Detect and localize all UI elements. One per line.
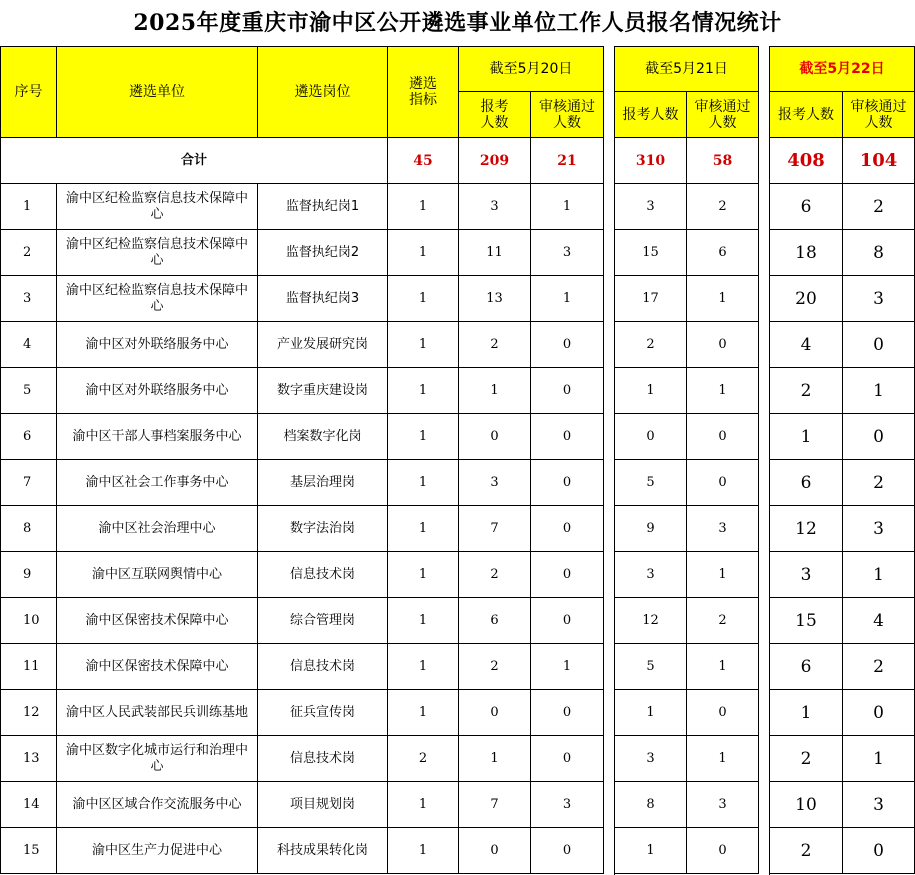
cell-may21-pass: 6	[687, 230, 759, 276]
cell-seq: 14	[0, 782, 57, 828]
cell-unit: 渝中区社会治理中心	[57, 506, 258, 552]
cell-seq: 8	[0, 506, 57, 552]
cell-may22-apply: 4	[770, 322, 843, 368]
cell-post: 监督执纪岗3	[258, 276, 388, 322]
cell-quota: 1	[388, 598, 459, 644]
cell-may21-apply: 5	[615, 644, 687, 690]
cell-may20-pass: 0	[531, 598, 604, 644]
cell-may20-pass: 1	[531, 644, 604, 690]
total-may22-pass: 104	[843, 138, 915, 184]
cell-unit: 渝中区保密技术保障中心	[57, 644, 258, 690]
cell-may22-pass: 0	[843, 828, 915, 874]
cell-may20-pass: 0	[531, 828, 604, 874]
cell-may21-pass: 0	[687, 414, 759, 460]
cell-may21-apply: 3	[615, 736, 687, 782]
cell-unit: 渝中区数字化城市运行和治理中心	[57, 736, 258, 782]
cell-may20-apply: 2	[459, 322, 531, 368]
cell-may21-apply: 9	[615, 506, 687, 552]
cell-may22-pass: 0	[843, 322, 915, 368]
cell-may21-pass: 3	[687, 782, 759, 828]
cell-quota: 1	[388, 690, 459, 736]
total-label: 合计	[0, 138, 388, 184]
statistics-table	[0, 46, 915, 875]
cell-may22-apply: 20	[770, 276, 843, 322]
cell-quota: 2	[388, 736, 459, 782]
cell-seq: 13	[0, 736, 57, 782]
header-unit: 遴选单位	[57, 46, 258, 138]
cell-may22-pass: 3	[843, 276, 915, 322]
cell-may20-apply: 0	[459, 414, 531, 460]
cell-post: 数字重庆建设岗	[258, 368, 388, 414]
cell-may20-apply: 7	[459, 782, 531, 828]
cell-quota: 1	[388, 322, 459, 368]
cell-may20-apply: 0	[459, 828, 531, 874]
cell-may22-pass: 8	[843, 230, 915, 276]
cell-post: 综合管理岗	[258, 598, 388, 644]
cell-may21-pass: 1	[687, 368, 759, 414]
cell-unit: 渝中区对外联络服务中心	[57, 368, 258, 414]
cell-may22-pass: 1	[843, 552, 915, 598]
cell-may21-apply: 3	[615, 184, 687, 230]
cell-quota: 1	[388, 782, 459, 828]
header-may22-apply: 报考人数	[770, 92, 843, 138]
cell-may22-apply: 6	[770, 644, 843, 690]
cell-may20-pass: 0	[531, 414, 604, 460]
cell-may20-apply: 3	[459, 460, 531, 506]
cell-post: 科技成果转化岗	[258, 828, 388, 874]
cell-may20-pass: 1	[531, 276, 604, 322]
cell-may20-pass: 3	[531, 230, 604, 276]
cell-quota: 1	[388, 184, 459, 230]
cell-may20-pass: 0	[531, 460, 604, 506]
cell-may21-apply: 12	[615, 598, 687, 644]
cell-may21-apply: 17	[615, 276, 687, 322]
cell-post: 档案数字化岗	[258, 414, 388, 460]
cell-may22-apply: 6	[770, 460, 843, 506]
cell-may21-apply: 1	[615, 690, 687, 736]
cell-may21-pass: 1	[687, 736, 759, 782]
cell-may22-pass: 4	[843, 598, 915, 644]
cell-may21-apply: 15	[615, 230, 687, 276]
cell-may21-pass: 2	[687, 184, 759, 230]
cell-may22-apply: 3	[770, 552, 843, 598]
cell-seq: 12	[0, 690, 57, 736]
cell-may20-apply: 1	[459, 736, 531, 782]
cell-may22-pass: 3	[843, 506, 915, 552]
cell-post: 信息技术岗	[258, 644, 388, 690]
cell-may20-pass: 1	[531, 184, 604, 230]
cell-post: 信息技术岗	[258, 736, 388, 782]
cell-may22-apply: 6	[770, 184, 843, 230]
cell-may22-apply: 2	[770, 368, 843, 414]
cell-may20-apply: 3	[459, 184, 531, 230]
cell-seq: 3	[0, 276, 57, 322]
cell-unit: 渝中区人民武装部民兵训练基地	[57, 690, 258, 736]
total-may20-pass: 21	[531, 138, 604, 184]
cell-seq: 4	[0, 322, 57, 368]
cell-unit: 渝中区社会工作事务中心	[57, 460, 258, 506]
header-group-may21: 截至5月21日	[615, 46, 759, 92]
header-may20-pass: 审核通过人数	[531, 92, 604, 138]
cell-quota: 1	[388, 368, 459, 414]
cell-quota: 1	[388, 460, 459, 506]
total-may20-apply: 209	[459, 138, 531, 184]
cell-may22-apply: 2	[770, 736, 843, 782]
cell-may22-pass: 1	[843, 368, 915, 414]
cell-may22-apply: 18	[770, 230, 843, 276]
cell-unit: 渝中区生产力促进中心	[57, 828, 258, 874]
cell-may21-pass: 3	[687, 506, 759, 552]
cell-may22-pass: 3	[843, 782, 915, 828]
cell-quota: 1	[388, 828, 459, 874]
cell-may21-apply: 1	[615, 368, 687, 414]
cell-may22-apply: 2	[770, 828, 843, 874]
cell-unit: 渝中区对外联络服务中心	[57, 322, 258, 368]
cell-may21-pass: 0	[687, 690, 759, 736]
cell-may20-apply: 2	[459, 552, 531, 598]
cell-may20-apply: 11	[459, 230, 531, 276]
cell-quota: 1	[388, 552, 459, 598]
cell-quota: 1	[388, 230, 459, 276]
cell-may22-apply: 12	[770, 506, 843, 552]
total-may22-apply: 408	[770, 138, 843, 184]
column-gap	[759, 46, 770, 875]
cell-post: 项目规划岗	[258, 782, 388, 828]
cell-seq: 9	[0, 552, 57, 598]
header-may21-pass: 审核通过人数	[687, 92, 759, 138]
cell-may21-pass: 0	[687, 460, 759, 506]
cell-post: 征兵宣传岗	[258, 690, 388, 736]
header-group-may20: 截至5月20日	[459, 46, 604, 92]
cell-may21-apply: 0	[615, 414, 687, 460]
cell-may22-pass: 2	[843, 460, 915, 506]
header-may21-apply: 报考人数	[615, 92, 687, 138]
cell-post: 监督执纪岗2	[258, 230, 388, 276]
header-may22-pass: 审核通过人数	[843, 92, 915, 138]
cell-may20-apply: 7	[459, 506, 531, 552]
cell-may20-apply: 6	[459, 598, 531, 644]
cell-may22-apply: 15	[770, 598, 843, 644]
total-may21-apply: 310	[615, 138, 687, 184]
cell-unit: 渝中区干部人事档案服务中心	[57, 414, 258, 460]
cell-may22-apply: 1	[770, 690, 843, 736]
cell-unit: 渝中区纪检监察信息技术保障中心	[57, 184, 258, 230]
cell-seq: 5	[0, 368, 57, 414]
cell-may20-apply: 13	[459, 276, 531, 322]
header-may20-apply: 报考人数	[459, 92, 531, 138]
cell-may21-apply: 5	[615, 460, 687, 506]
cell-may20-pass: 0	[531, 690, 604, 736]
cell-post: 数字法治岗	[258, 506, 388, 552]
cell-may22-apply: 1	[770, 414, 843, 460]
cell-may20-pass: 0	[531, 736, 604, 782]
cell-may22-pass: 2	[843, 184, 915, 230]
cell-unit: 渝中区纪检监察信息技术保障中心	[57, 276, 258, 322]
cell-may21-pass: 2	[687, 598, 759, 644]
header-group-may22: 截至5月22日	[770, 46, 915, 92]
cell-seq: 10	[0, 598, 57, 644]
cell-post: 产业发展研究岗	[258, 322, 388, 368]
cell-may20-pass: 3	[531, 782, 604, 828]
total-may21-pass: 58	[687, 138, 759, 184]
cell-may22-pass: 0	[843, 414, 915, 460]
cell-may22-pass: 0	[843, 690, 915, 736]
cell-may20-apply: 1	[459, 368, 531, 414]
cell-quota: 1	[388, 506, 459, 552]
cell-may21-pass: 1	[687, 276, 759, 322]
cell-may22-pass: 2	[843, 644, 915, 690]
cell-may20-apply: 0	[459, 690, 531, 736]
cell-seq: 15	[0, 828, 57, 874]
header-seq: 序号	[0, 46, 57, 138]
cell-seq: 6	[0, 414, 57, 460]
cell-seq: 2	[0, 230, 57, 276]
cell-post: 基层治理岗	[258, 460, 388, 506]
cell-unit: 渝中区互联网舆情中心	[57, 552, 258, 598]
cell-may20-pass: 0	[531, 552, 604, 598]
cell-may21-pass: 0	[687, 322, 759, 368]
cell-may22-apply: 10	[770, 782, 843, 828]
cell-seq: 7	[0, 460, 57, 506]
cell-quota: 1	[388, 276, 459, 322]
cell-post: 监督执纪岗1	[258, 184, 388, 230]
cell-seq: 1	[0, 184, 57, 230]
cell-may20-pass: 0	[531, 322, 604, 368]
cell-may21-apply: 8	[615, 782, 687, 828]
header-quota: 遴选指标	[388, 46, 459, 138]
column-gap	[604, 46, 615, 875]
cell-unit: 渝中区区域合作交流服务中心	[57, 782, 258, 828]
cell-seq: 11	[0, 644, 57, 690]
cell-may21-pass: 1	[687, 644, 759, 690]
table-title: 2025年度重庆市渝中区公开遴选事业单位工作人员报名情况统计	[133, 10, 782, 36]
cell-quota: 1	[388, 414, 459, 460]
cell-may20-pass: 0	[531, 506, 604, 552]
cell-quota: 1	[388, 644, 459, 690]
cell-may20-apply: 2	[459, 644, 531, 690]
cell-unit: 渝中区保密技术保障中心	[57, 598, 258, 644]
cell-may20-pass: 0	[531, 368, 604, 414]
cell-post: 信息技术岗	[258, 552, 388, 598]
cell-may21-apply: 3	[615, 552, 687, 598]
cell-may21-pass: 0	[687, 828, 759, 874]
cell-may22-pass: 1	[843, 736, 915, 782]
cell-may21-apply: 2	[615, 322, 687, 368]
header-post: 遴选岗位	[258, 46, 388, 138]
cell-may21-pass: 1	[687, 552, 759, 598]
total-quota: 45	[388, 138, 459, 184]
cell-unit: 渝中区纪检监察信息技术保障中心	[57, 230, 258, 276]
cell-may21-apply: 1	[615, 828, 687, 874]
